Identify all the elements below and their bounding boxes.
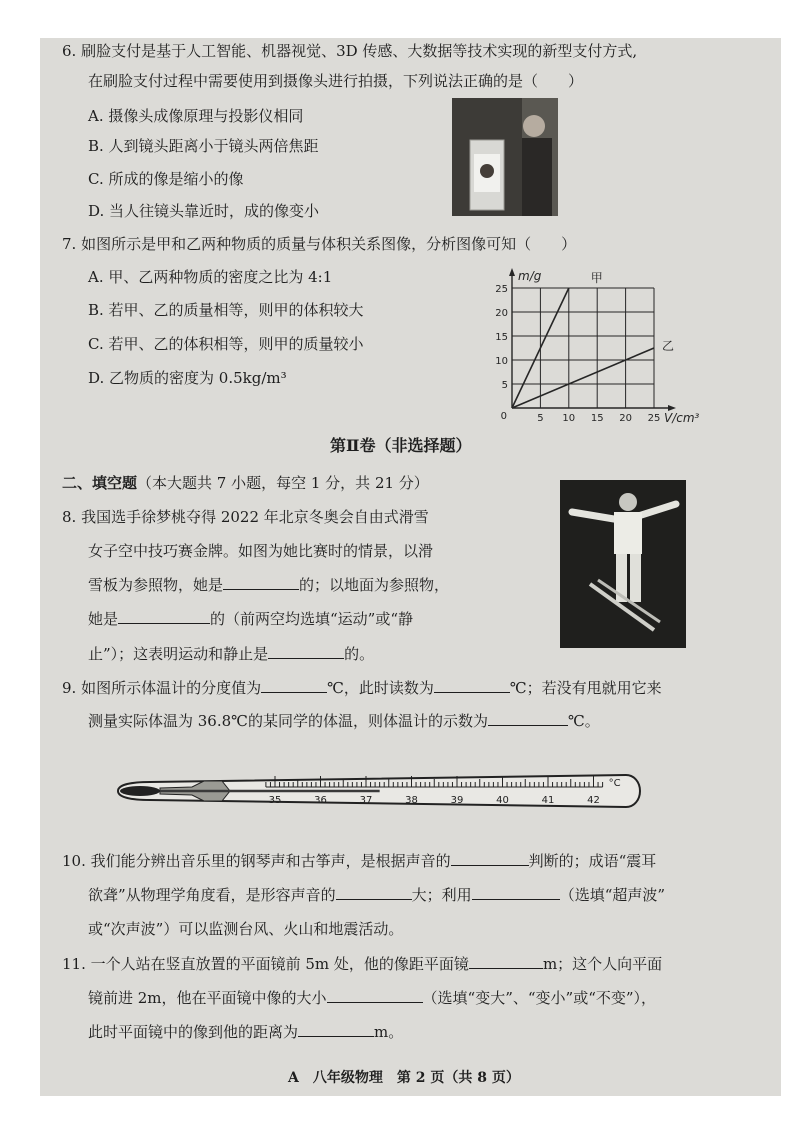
q11-blank-2[interactable] — [327, 988, 423, 1003]
q8-blank-1[interactable] — [223, 575, 299, 590]
q9-line1-text-b: ℃，此时读数为 — [327, 679, 434, 697]
q11-line3-text-b: m。 — [374, 1023, 404, 1041]
scale-label: 36 — [314, 795, 327, 806]
q8-blank-3[interactable] — [268, 644, 344, 659]
page-footer: A 八年级物理 第 2 页（共 8 页） — [288, 1070, 520, 1086]
scale-label: 40 — [496, 795, 509, 806]
q11-line2-text-b: （选填“变大”、“变小”或“不变”）， — [422, 989, 657, 1007]
unit-label: °C — [608, 778, 621, 789]
q7-line1: 7. 如图所示是甲和乙两种物质的质量与体积关系图像，分析图像可知（ ） — [62, 235, 577, 253]
q10-blank-2[interactable] — [336, 885, 412, 900]
q8-line5-text-a: 止”）；这表明运动和静止是 — [88, 645, 269, 663]
q11-line3 — [88, 1022, 403, 1042]
series-label: 乙 — [662, 339, 675, 353]
q10-line2-text-a: 欲聋”从物理学角度看，是形容声音的 — [88, 886, 336, 904]
q8-blank-2[interactable] — [118, 609, 210, 624]
q10-line1-text-b: 判断的；成语“震耳 — [528, 852, 657, 870]
q11-line1-text-a: 11. 一个人站在竖直放置的平面镜前 5m 处，他的像距平面镜 — [62, 955, 469, 973]
scale-label: 41 — [541, 795, 555, 806]
q8-line3 — [88, 575, 449, 595]
scale-label: 38 — [405, 795, 418, 806]
series-label: 甲 — [590, 271, 603, 285]
q11-line1-text-b: m；这个人向平面 — [542, 955, 663, 973]
q9-line2-text-b: ℃。 — [567, 712, 600, 730]
q11-blank-1[interactable] — [469, 954, 543, 969]
q8-line4 — [88, 609, 413, 629]
y-tick-label: 15 — [495, 332, 508, 343]
scale-label: 42 — [587, 795, 600, 806]
q6-option-c: C. 所成的像是缩小的像 — [88, 170, 244, 188]
q9-line1 — [62, 678, 662, 698]
x-tick-label: 15 — [590, 413, 604, 424]
q8-line4-text-a: 她是 — [88, 610, 119, 628]
mass-volume-chart — [488, 266, 700, 425]
q7-option-a: A. 甲、乙两种物质的密度之比为 4:1 — [88, 268, 333, 286]
thermometer-bulb — [120, 786, 160, 796]
q11-line2-text-a: 镜前进 2m，他在平面镜中像的大小 — [88, 989, 327, 1007]
x-tick-label: 20 — [619, 413, 632, 424]
scale-label: 39 — [450, 795, 464, 806]
q6-option-d: D. 当人往镜头靠近时，成的像变小 — [88, 202, 320, 220]
q8-line5 — [88, 644, 374, 664]
q9-line1-text-a: 9. 如图所示体温计的分度值为 — [62, 679, 262, 697]
q10-line2 — [88, 885, 665, 905]
q11-line2 — [88, 988, 656, 1008]
part2-heading: 二、填空题 — [62, 474, 138, 492]
q9-line2-text-a: 测量实际体温为 36.8℃的某同学的体温，则体温计的示数为 — [88, 712, 488, 730]
q6-option-a: A. 摄像头成像原理与投影仪相同 — [88, 107, 304, 125]
x-tick-label: 25 — [647, 413, 661, 424]
q9-blank-2[interactable] — [434, 678, 510, 693]
q11-line1 — [62, 954, 662, 974]
q8-line3-text-a: 雪板为参照物，她是 — [88, 576, 224, 594]
q10-line3: 或“次声波”）可以监测台风、火山和地震活动。 — [88, 920, 404, 938]
q6-line2: 在刷脸支付过程中需要使用到摄像头进行拍摄，下列说法正确的是（ ） — [88, 72, 584, 90]
q10-line1 — [62, 851, 656, 871]
section-title: 第Ⅱ卷（非选择题） — [330, 436, 472, 455]
part2-heading-line — [62, 473, 429, 493]
q9-line1-text-c: ℃；若没有甩就用它来 — [509, 679, 662, 697]
q9-blank-1[interactable] — [261, 678, 327, 693]
q11-blank-3[interactable] — [298, 1022, 374, 1037]
scale-label: 37 — [359, 795, 373, 806]
scale-label: 35 — [268, 795, 282, 806]
y-tick-label: 25 — [495, 284, 508, 295]
q8-line3-text-b: 的；以地面为参照物， — [299, 576, 450, 594]
origin-label: 0 — [500, 411, 507, 422]
x-axis-label: V/cm³ — [664, 411, 700, 425]
q9-line2 — [88, 711, 600, 731]
face-payment-photo — [452, 98, 558, 216]
q8-line5-text-b: 的。 — [344, 645, 375, 663]
q8-line1: 8. 我国选手徐梦桃夺得 2022 年北京冬奥会自由式滑雪 — [62, 508, 429, 526]
q6-option-b: B. 人到镜头距离小于镜头两倍焦距 — [88, 137, 319, 155]
x-tick-label: 10 — [562, 413, 576, 424]
q7-option-b: B. 若甲、乙的质量相等，则甲的体积较大 — [88, 301, 364, 319]
q10-line1-text-a: 10. 我们能分辨出音乐里的钢琴声和古筝声，是根据声音的 — [62, 852, 451, 870]
q10-line2-text-c: （选填“超声波” — [559, 886, 666, 904]
skier-photo — [560, 480, 686, 648]
series-line-yi — [512, 348, 654, 408]
y-tick-label: 5 — [501, 380, 508, 391]
x-tick-label: 5 — [537, 413, 544, 424]
q10-line2-text-b: 大；利用 — [411, 886, 472, 904]
q10-blank-3[interactable] — [472, 885, 560, 900]
q7-option-d: D. 乙物质的密度为 0.5kg/m³ — [88, 369, 287, 387]
q9-blank-3[interactable] — [488, 711, 568, 726]
q11-line3-text-a: 此时平面镜中的像到他的距离为 — [88, 1023, 299, 1041]
q8-line4-text-b: 的（前两空均选填“运动”或“静 — [210, 610, 414, 628]
thermometer-figure — [112, 765, 652, 817]
y-axis-label: m/g — [518, 269, 542, 283]
q7-option-c: C. 若甲、乙的体积相等，则甲的质量较小 — [88, 335, 364, 353]
q10-blank-1[interactable] — [451, 851, 529, 866]
y-axis-arrow — [509, 268, 515, 276]
exam-page — [40, 38, 781, 1096]
q6-line1: 6. 刷脸支付是基于人工智能、机器视觉、3D 传感、大数据等技术实现的新型支付方式, — [62, 42, 638, 60]
y-tick-label: 10 — [495, 356, 508, 367]
part2-note: （本大题共 7 小题，每空 1 分，共 21 分） — [137, 474, 429, 492]
q8-line2: 女子空中技巧赛金牌。如图为她比赛时的情景，以滑 — [88, 542, 434, 560]
y-tick-label: 20 — [495, 308, 508, 319]
